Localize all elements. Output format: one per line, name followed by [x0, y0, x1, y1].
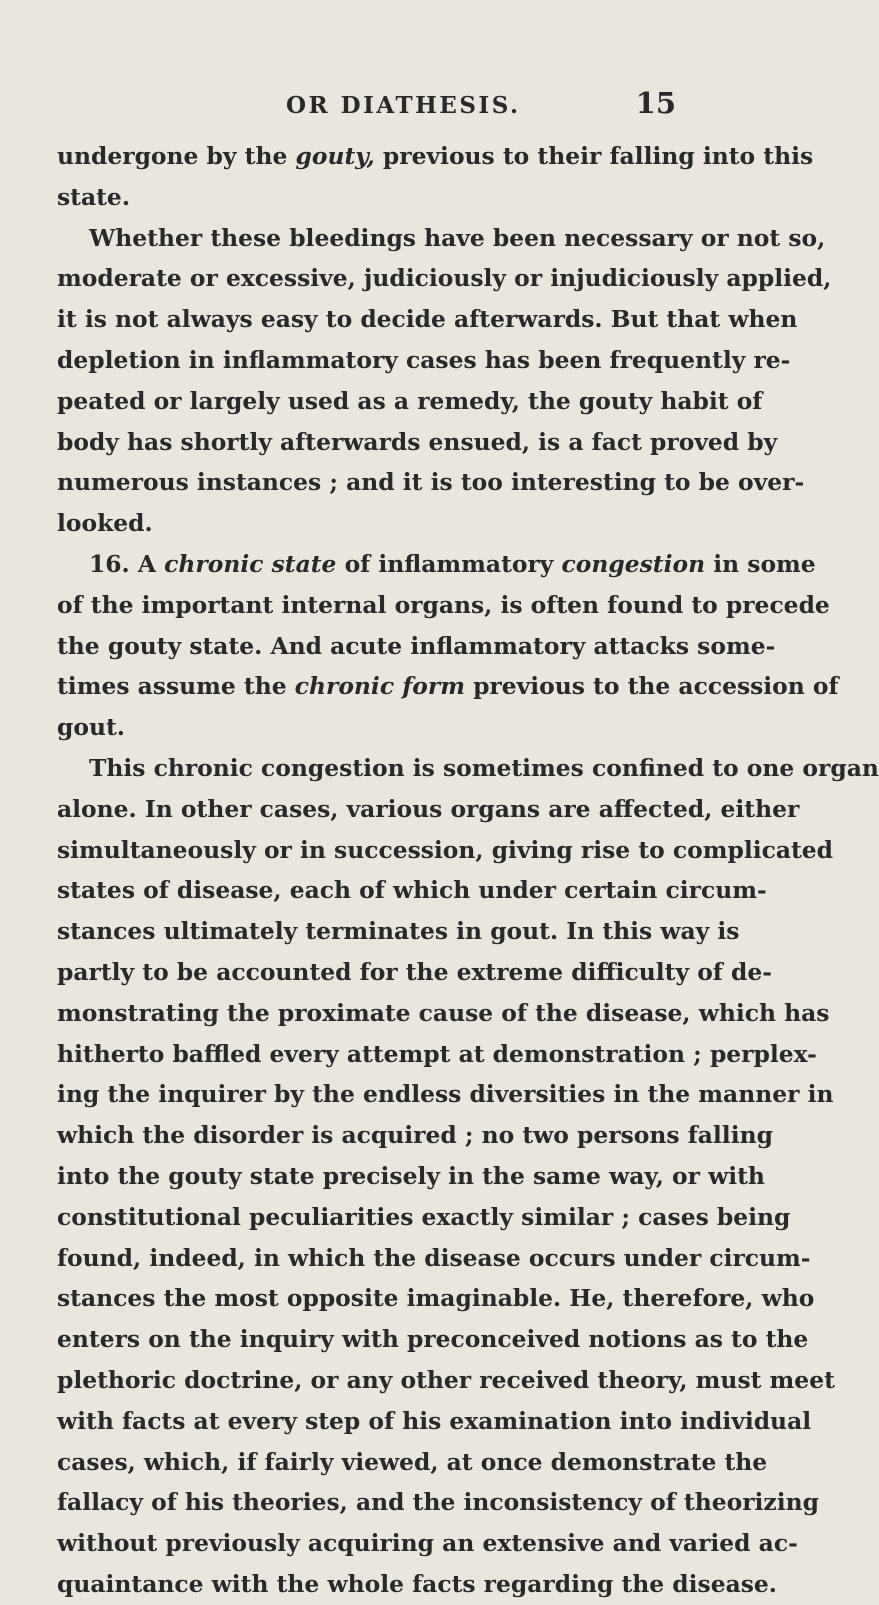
text-line [57, 1238, 811, 1279]
text-line [57, 462, 805, 503]
text-line [57, 911, 740, 952]
text-run: the gouty state. And acute inflammatory attacks some- [57, 631, 776, 660]
text-line [57, 748, 879, 789]
text-line [57, 1442, 768, 1483]
text-line [57, 1156, 765, 1197]
text-run: fallacy of his theories, and the inconsistency of theorizing [57, 1488, 819, 1517]
text-line [57, 1523, 798, 1564]
page-header [286, 86, 676, 126]
text-run: body has shortly afterwards ensued, is a fact proved by [57, 427, 778, 456]
text-run: of the important internal organs, is often found to precede [57, 590, 830, 619]
text-line [57, 503, 679, 544]
text-line [57, 1564, 777, 1605]
text-line [57, 1197, 791, 1238]
text-line [57, 993, 830, 1034]
text-run: plethoric doctrine, or any other received theory, must meet [57, 1365, 835, 1394]
text-line [57, 830, 834, 871]
text-run: alone. In other cases, various organs are affected, either [57, 794, 800, 823]
text-line [57, 1319, 809, 1360]
paragraph [57, 218, 832, 544]
text-run: found, indeed, in which the disease occurs under circum- [57, 1243, 811, 1272]
text-line [57, 218, 826, 259]
text-line [57, 1115, 773, 1156]
body-text [57, 136, 879, 1605]
running-head: OR DIATHESIS. [286, 92, 521, 119]
text-run: looked. [57, 509, 153, 538]
text-run: states of disease, each of which under certain circum- [57, 876, 767, 905]
text-run: hitherto baffled every attempt at demonstration ; perplex- [57, 1039, 817, 1068]
text-run: enters on the inquiry with preconceived notions as to the [57, 1325, 809, 1354]
text-run: gout. [57, 713, 125, 742]
italic-text: chronic form [294, 672, 465, 701]
text-run: with facts at every step of his examination into individual [57, 1406, 812, 1435]
text-line [57, 544, 816, 585]
text-run: previous to the accession of [464, 672, 839, 701]
text-run: of inflammatory [336, 549, 562, 578]
text-line [57, 1482, 819, 1523]
text-line [57, 1401, 812, 1442]
text-line [57, 177, 679, 218]
text-run: state. [57, 182, 130, 211]
text-run: constitutional peculiarities exactly similar ; cases being [57, 1202, 791, 1231]
text-run: stances ultimately terminates in gout. In this way is [57, 917, 740, 946]
italic-text: gouty, [295, 142, 375, 170]
text-run: ing the inquirer by the endless diversities in the manner in [57, 1080, 834, 1109]
text-run: which the disorder is acquired ; no two persons falling [57, 1121, 773, 1150]
text-line [57, 340, 791, 381]
text-line [57, 381, 763, 422]
text-run: 16. A [89, 549, 165, 578]
text-line [57, 1034, 817, 1075]
text-run: in some [705, 549, 816, 578]
text-run: cases, which, if fairly viewed, at once demonstrate the [57, 1447, 768, 1476]
paragraph [57, 136, 814, 218]
text-line [57, 1278, 815, 1319]
text-line [57, 1074, 834, 1115]
text-run: peated or largely used as a remedy, the gouty habit of [57, 386, 763, 415]
text-run: simultaneously or in succession, giving rise to complicated [57, 835, 834, 864]
italic-text: congestion [561, 549, 706, 578]
text-run: numerous instances ; and it is too interesting to be over- [57, 468, 805, 497]
text-run: moderate or excessive, judiciously or injudiciously applied, [57, 264, 832, 293]
text-line [57, 585, 830, 626]
paragraph [57, 544, 839, 748]
text-line [57, 258, 832, 299]
text-run: depletion in inflammatory cases has been frequently re- [57, 345, 791, 374]
text-line [57, 299, 798, 340]
text-line [57, 789, 800, 830]
text-line [57, 1360, 835, 1401]
text-line [57, 707, 679, 748]
text-line [57, 952, 772, 993]
text-line [57, 422, 778, 463]
paragraph [57, 748, 879, 1605]
text-run: into the gouty state precisely in the same way, or with [57, 1161, 765, 1190]
text-line [57, 626, 776, 667]
text-run: partly to be accounted for the extreme difficulty of de- [57, 957, 772, 986]
text-run: stances the most opposite imaginable. He, therefore, who [57, 1284, 815, 1313]
text-run: quaintance with the whole facts regarding the disease. [57, 1569, 777, 1598]
text-run: without previously acquiring an extensive and varied ac- [57, 1529, 798, 1558]
text-run: This chronic congestion is sometimes confined to one organ [89, 753, 879, 782]
text-line [57, 136, 814, 177]
text-run: times assume the [57, 672, 295, 701]
text-run: previous to their falling into this [374, 142, 814, 170]
text-line [57, 666, 839, 707]
text-run: Whether these bleedings have been necessary or not so, [89, 223, 826, 252]
text-run: undergone by the [57, 142, 296, 170]
text-run: monstrating the proximate cause of the disease, which has [57, 998, 830, 1027]
page-number: 15 [635, 86, 676, 120]
text-line [57, 870, 767, 911]
text-run: it is not always easy to decide afterwards. But that when [57, 305, 798, 334]
italic-text: chronic state [164, 549, 337, 578]
